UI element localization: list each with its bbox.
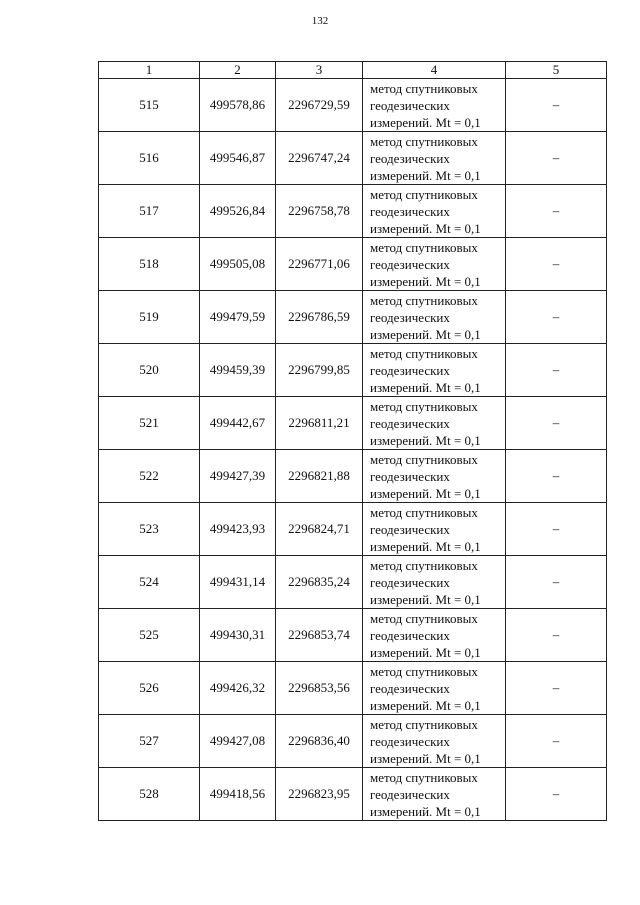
point-number-cell: 526 [99,662,200,715]
point-number-cell: 521 [99,397,200,450]
method-line: измерений. Mt = 0,1 [370,697,481,713]
column-header: 2 [200,62,276,79]
method-line: измерений. Mt = 0,1 [370,273,481,289]
y-coordinate-cell: 2296771,06 [276,238,363,291]
column-header: 4 [363,62,506,79]
point-number-cell: 518 [99,238,200,291]
point-number-cell: 520 [99,344,200,397]
note-cell: – [506,662,607,715]
column-header: 3 [276,62,363,79]
method-line: метод спутниковых [370,663,478,679]
point-number-cell: 528 [99,768,200,821]
method-line: метод спутниковых [370,133,478,149]
note-cell: – [506,79,607,132]
x-coordinate-cell: 499526,84 [200,185,276,238]
method-line: измерений. Mt = 0,1 [370,644,481,660]
method-line: измерений. Mt = 0,1 [370,114,481,130]
y-coordinate-cell: 2296799,85 [276,344,363,397]
method-cell [363,238,506,291]
table-row [99,662,607,715]
note-cell: – [506,132,607,185]
method-cell [363,185,506,238]
y-coordinate-cell: 2296811,21 [276,397,363,450]
y-coordinate-cell: 2296835,24 [276,556,363,609]
table-row [99,768,607,821]
point-number-cell: 525 [99,609,200,662]
method-line: геодезических [370,521,450,537]
coordinates-table [98,61,607,821]
method-line: метод спутниковых [370,769,478,785]
method-line: измерений. Mt = 0,1 [370,485,481,501]
table-row [99,132,607,185]
method-cell [363,397,506,450]
x-coordinate-cell: 499578,86 [200,79,276,132]
method-line: метод спутниковых [370,610,478,626]
table-row [99,185,607,238]
table-body [99,79,607,821]
method-line: геодезических [370,97,450,113]
note-cell: – [506,556,607,609]
table-row [99,450,607,503]
y-coordinate-cell: 2296821,88 [276,450,363,503]
method-line: метод спутниковых [370,239,478,255]
column-header: 5 [506,62,607,79]
y-coordinate-cell: 2296786,59 [276,291,363,344]
method-line: измерений. Mt = 0,1 [370,803,481,819]
method-cell [363,291,506,344]
x-coordinate-cell: 499479,59 [200,291,276,344]
method-cell [363,79,506,132]
table-row [99,556,607,609]
method-line: геодезических [370,362,450,378]
method-cell [363,450,506,503]
point-number-cell: 517 [99,185,200,238]
method-line: геодезических [370,468,450,484]
method-line: геодезических [370,786,450,802]
method-line: метод спутниковых [370,186,478,202]
note-cell: – [506,715,607,768]
method-line: измерений. Mt = 0,1 [370,220,481,236]
y-coordinate-cell: 2296853,74 [276,609,363,662]
note-cell: – [506,503,607,556]
x-coordinate-cell: 499505,08 [200,238,276,291]
page-number: 132 [311,15,329,27]
method-line: измерений. Mt = 0,1 [370,750,481,766]
method-cell [363,768,506,821]
note-cell: – [506,450,607,503]
note-cell: – [506,609,607,662]
method-line: геодезических [370,733,450,749]
table-row [99,715,607,768]
y-coordinate-cell: 2296758,78 [276,185,363,238]
note-cell: – [506,291,607,344]
method-line: метод спутниковых [370,716,478,732]
table-row [99,79,607,132]
x-coordinate-cell: 499418,56 [200,768,276,821]
method-line: геодезических [370,415,450,431]
x-coordinate-cell: 499431,14 [200,556,276,609]
y-coordinate-cell: 2296729,59 [276,79,363,132]
method-cell [363,556,506,609]
point-number-cell: 527 [99,715,200,768]
x-coordinate-cell: 499423,93 [200,503,276,556]
table-header-row [99,62,607,79]
x-coordinate-cell: 499427,08 [200,715,276,768]
method-cell [363,715,506,768]
x-coordinate-cell: 499430,31 [200,609,276,662]
x-coordinate-cell: 499546,87 [200,132,276,185]
method-cell [363,503,506,556]
method-cell [363,344,506,397]
method-line: метод спутниковых [370,80,478,96]
method-line: измерений. Mt = 0,1 [370,326,481,342]
point-number-cell: 524 [99,556,200,609]
method-line: геодезических [370,256,450,272]
point-number-cell: 522 [99,450,200,503]
method-line: геодезических [370,309,450,325]
table-row [99,609,607,662]
method-line: метод спутниковых [370,345,478,361]
x-coordinate-cell: 499459,39 [200,344,276,397]
column-header: 1 [99,62,200,79]
note-cell: – [506,768,607,821]
note-cell: – [506,397,607,450]
method-line: метод спутниковых [370,398,478,414]
x-coordinate-cell: 499426,32 [200,662,276,715]
point-number-cell: 516 [99,132,200,185]
method-line: измерений. Mt = 0,1 [370,432,481,448]
method-line: геодезических [370,574,450,590]
method-line: метод спутниковых [370,292,478,308]
note-cell: – [506,344,607,397]
method-cell [363,132,506,185]
table-row [99,238,607,291]
y-coordinate-cell: 2296836,40 [276,715,363,768]
method-line: геодезических [370,627,450,643]
y-coordinate-cell: 2296747,24 [276,132,363,185]
method-line: метод спутниковых [370,504,478,520]
method-line: измерений. Mt = 0,1 [370,379,481,395]
y-coordinate-cell: 2296853,56 [276,662,363,715]
method-line: геодезических [370,150,450,166]
method-line: измерений. Mt = 0,1 [370,591,481,607]
method-cell [363,609,506,662]
y-coordinate-cell: 2296823,95 [276,768,363,821]
point-number-cell: 515 [99,79,200,132]
table-row [99,344,607,397]
method-line: измерений. Mt = 0,1 [370,167,481,183]
y-coordinate-cell: 2296824,71 [276,503,363,556]
table-row [99,503,607,556]
point-number-cell: 523 [99,503,200,556]
method-line: метод спутниковых [370,451,478,467]
table-row [99,291,607,344]
note-cell: – [506,185,607,238]
method-line: метод спутниковых [370,557,478,573]
note-cell: – [506,238,607,291]
method-cell [363,662,506,715]
table-row [99,397,607,450]
point-number-cell: 519 [99,291,200,344]
method-line: геодезических [370,680,450,696]
method-line: измерений. Mt = 0,1 [370,538,481,554]
x-coordinate-cell: 499427,39 [200,450,276,503]
method-line: геодезических [370,203,450,219]
x-coordinate-cell: 499442,67 [200,397,276,450]
